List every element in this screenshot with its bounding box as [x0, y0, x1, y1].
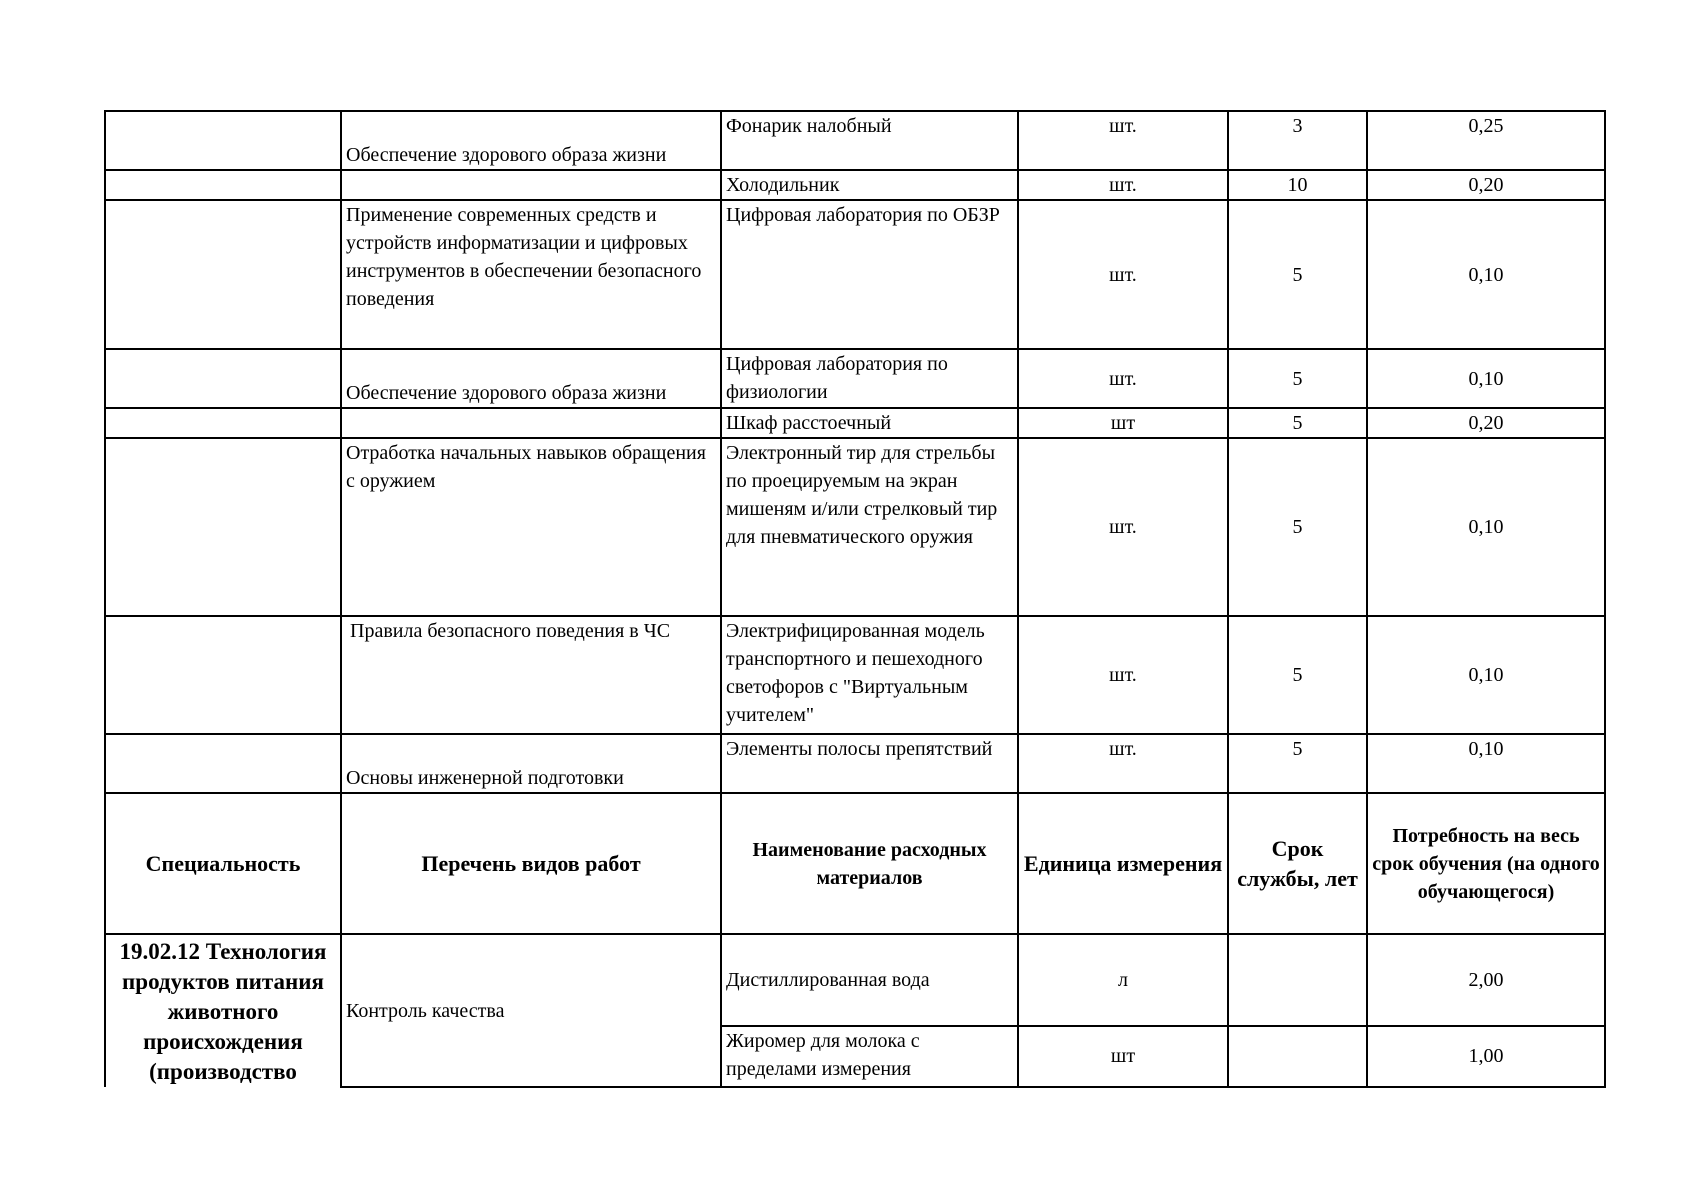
- work-cell: Отработка начальных навыков обращения с оружием: [341, 438, 721, 616]
- unit-cell: шт.: [1018, 734, 1228, 793]
- header-need: Потребность на весь срок обучения (на одного обучающегося): [1367, 793, 1605, 934]
- term-cell: 5: [1228, 349, 1367, 408]
- table-header-row: [105, 793, 1605, 934]
- table-row: [105, 349, 1605, 408]
- unit-cell: шт.: [1018, 170, 1228, 200]
- material-cell: Дистиллированная вода: [721, 934, 1018, 1026]
- term-cell: [1228, 1026, 1367, 1087]
- term-cell: 5: [1228, 616, 1367, 734]
- specialty-cell: [105, 408, 341, 438]
- table-row: [105, 200, 1605, 349]
- term-cell: 5: [1228, 408, 1367, 438]
- material-cell: Холодильник: [721, 170, 1018, 200]
- need-cell: 2,00: [1367, 934, 1605, 1026]
- header-specialty: Специальность: [105, 793, 341, 934]
- unit-cell: шт.: [1018, 111, 1228, 170]
- table-row: [105, 170, 1605, 200]
- table-row: [105, 934, 1605, 1026]
- table-row: [105, 734, 1605, 793]
- specialty-name: 19.02.12 Технология продуктов питания животного происхождения (производство: [105, 934, 341, 1087]
- unit-cell: шт.: [1018, 438, 1228, 616]
- work-cell: Обеспечение здорового образа жизни: [341, 111, 721, 170]
- material-cell: Цифровая лаборатория по ОБЗР: [721, 200, 1018, 349]
- unit-cell: шт.: [1018, 200, 1228, 349]
- need-cell: 0,10: [1367, 438, 1605, 616]
- unit-cell: шт.: [1018, 349, 1228, 408]
- need-cell: 0,25: [1367, 111, 1605, 170]
- specialty-cell: [105, 349, 341, 408]
- unit-cell: шт: [1018, 1026, 1228, 1087]
- header-term: Срок службы, лет: [1228, 793, 1367, 934]
- header-works: Перечень видов работ: [341, 793, 721, 934]
- material-cell: Электрифицированная модель транспортного и пешеходного светофоров с "Виртуальным учителем": [721, 616, 1018, 734]
- material-cell: Элементы полосы препятствий: [721, 734, 1018, 793]
- table-row: [105, 408, 1605, 438]
- need-cell: 0,10: [1367, 200, 1605, 349]
- unit-cell: л: [1018, 934, 1228, 1026]
- term-cell: [1228, 934, 1367, 1026]
- specialty-cell: [105, 616, 341, 734]
- need-cell: 0,20: [1367, 170, 1605, 200]
- work-cell: [341, 170, 721, 200]
- need-cell: 1,00: [1367, 1026, 1605, 1087]
- specialty-cell: [105, 111, 341, 170]
- work-cell: [341, 408, 721, 438]
- material-cell: Электронный тир для стрельбы по проецируемым на экран мишеням и/или стрелковый тир для пневматического оружия: [721, 438, 1018, 616]
- specialty-cell: [105, 200, 341, 349]
- unit-cell: шт.: [1018, 616, 1228, 734]
- header-materials: Наименование расходных материалов: [721, 793, 1018, 934]
- specialty-cell: [105, 438, 341, 616]
- header-unit: Единица измерения: [1018, 793, 1228, 934]
- need-cell: 0,10: [1367, 616, 1605, 734]
- table-row: [105, 616, 1605, 734]
- term-cell: 5: [1228, 438, 1367, 616]
- term-cell: 5: [1228, 200, 1367, 349]
- work-cell: Контроль качества: [341, 934, 721, 1087]
- material-cell: Жиромер для молока с пределами измерения: [721, 1026, 1018, 1087]
- need-cell: 0,20: [1367, 408, 1605, 438]
- specialty-cell: [105, 734, 341, 793]
- work-cell: Основы инженерной подготовки: [341, 734, 721, 793]
- specialty-cell: [105, 170, 341, 200]
- work-cell: Обеспечение здорового образа жизни: [341, 349, 721, 408]
- need-cell: 0,10: [1367, 734, 1605, 793]
- unit-cell: шт: [1018, 408, 1228, 438]
- material-cell: Цифровая лаборатория по физиологии: [721, 349, 1018, 408]
- term-cell: 5: [1228, 734, 1367, 793]
- work-cell: Правила безопасного поведения в ЧС: [341, 616, 721, 734]
- table-row: [105, 438, 1605, 616]
- material-cell: Фонарик налобный: [721, 111, 1018, 170]
- work-cell: Применение современных средств и устройств информатизации и цифровых инструментов в обеспечении безопасного поведения: [341, 200, 721, 349]
- material-cell: Шкаф расстоечный: [721, 408, 1018, 438]
- materials-table: [104, 110, 1606, 1088]
- term-cell: 3: [1228, 111, 1367, 170]
- need-cell: 0,10: [1367, 349, 1605, 408]
- term-cell: 10: [1228, 170, 1367, 200]
- table-row: [105, 111, 1605, 170]
